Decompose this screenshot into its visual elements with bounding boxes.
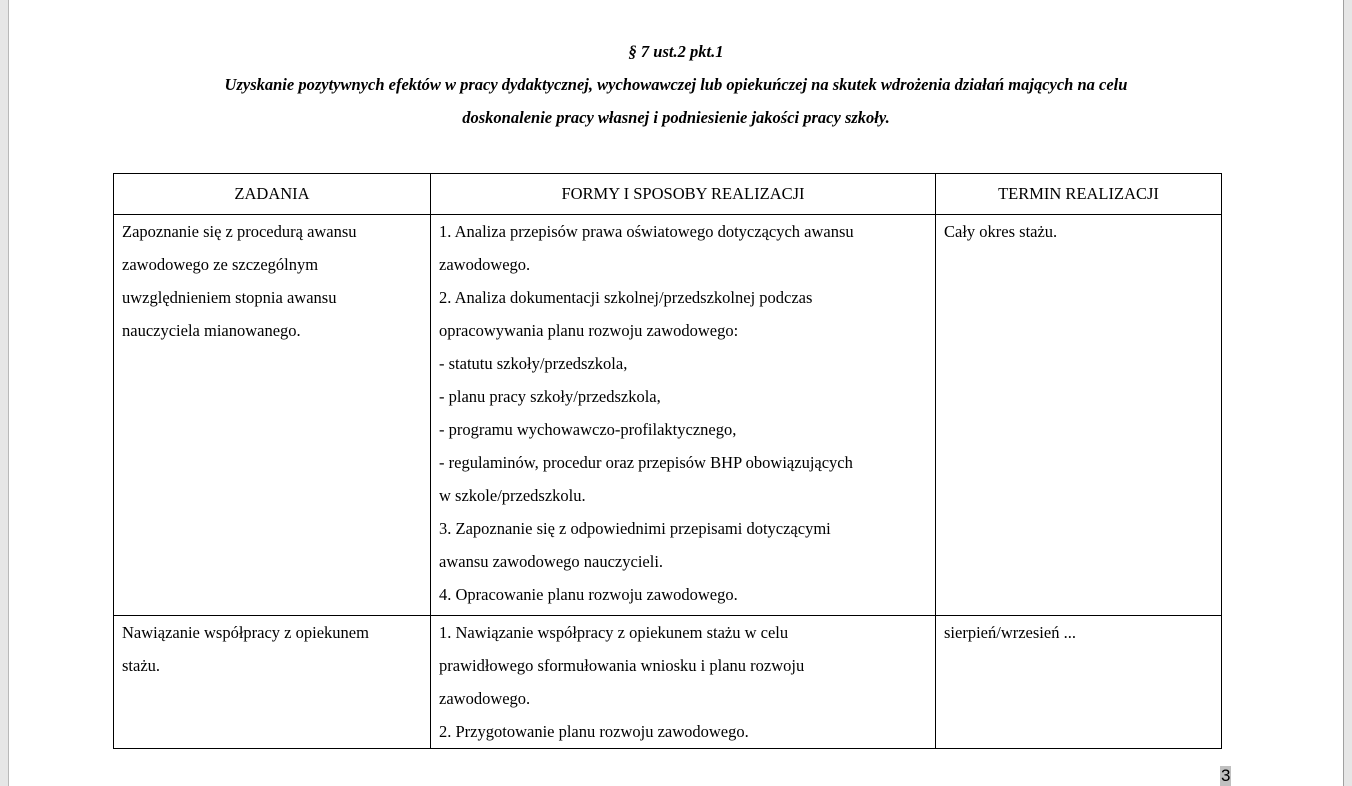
table-row bbox=[114, 215, 1222, 616]
term-text: Cały okres stażu. bbox=[944, 222, 1058, 241]
task-cell bbox=[114, 215, 431, 616]
forms-line: opracowywania planu rozwoju zawodowego: bbox=[439, 321, 739, 340]
term-cell bbox=[936, 616, 1222, 749]
forms-line: prawidłowego sformułowania wniosku i planu rozwoju bbox=[439, 656, 805, 675]
table-header-row bbox=[114, 174, 1222, 215]
header-tasks: ZADANIA bbox=[114, 174, 431, 215]
forms-line: 2. Przygotowanie planu rozwoju zawodowego. bbox=[439, 722, 749, 741]
forms-line: w szkole/przedszkolu. bbox=[439, 486, 586, 505]
forms-line: 1. Nawiązanie współpracy z opiekunem stażu w celu bbox=[439, 623, 789, 642]
forms-line: awansu zawodowego nauczycieli. bbox=[439, 552, 664, 571]
forms-line: zawodowego. bbox=[439, 689, 531, 708]
task-line: uwzględnieniem stopnia awansu bbox=[122, 288, 337, 307]
forms-line: - planu pracy szkoły/przedszkola, bbox=[439, 387, 661, 406]
forms-line: zawodowego. bbox=[439, 255, 531, 274]
header-forms: FORMY I SPOSOBY REALIZACJI bbox=[431, 174, 936, 215]
forms-line: 3. Zapoznanie się z odpowiednimi przepisami dotyczącymi bbox=[439, 519, 831, 538]
forms-cell bbox=[431, 215, 936, 616]
forms-line: - programu wychowawczo-profilaktycznego, bbox=[439, 420, 737, 439]
term-text: sierpień/wrzesień ... bbox=[944, 623, 1076, 642]
section-title-line-2: doskonalenie pracy własnej i podniesienie jakości pracy szkoły. bbox=[462, 108, 890, 127]
plan-table bbox=[113, 173, 1222, 749]
task-line: nauczyciela mianowanego. bbox=[122, 321, 301, 340]
term-cell bbox=[936, 215, 1222, 616]
document-page bbox=[8, 0, 1344, 786]
task-line: zawodowego ze szczególnym bbox=[122, 255, 319, 274]
forms-line: - statutu szkoły/przedszkola, bbox=[439, 354, 628, 373]
header-term: TERMIN REALIZACJI bbox=[936, 174, 1222, 215]
task-line: Nawiązanie współpracy z opiekunem bbox=[122, 623, 369, 642]
task-line: stażu. bbox=[122, 656, 161, 675]
section-paragraph: § 7 ust.2 pkt.1 bbox=[628, 42, 724, 61]
task-line: Zapoznanie się z procedurą awansu bbox=[122, 222, 357, 241]
forms-line: 4. Opracowanie planu rozwoju zawodowego. bbox=[439, 585, 738, 604]
forms-line: 1. Analiza przepisów prawa oświatowego dotyczących awansu bbox=[439, 222, 854, 241]
table-row bbox=[114, 616, 1222, 749]
section-title-line-1: Uzyskanie pozytywnych efektów w pracy dydaktycznej, wychowawczej lub opiekuńczej na skutek wdrożenia działań mających na celu bbox=[224, 75, 1128, 94]
forms-line: - regulaminów, procedur oraz przepisów BHP obowiązujących bbox=[439, 453, 853, 472]
forms-cell bbox=[431, 616, 936, 749]
page-number: 3 bbox=[1221, 766, 1231, 785]
task-cell bbox=[114, 616, 431, 749]
forms-line: 2. Analiza dokumentacji szkolnej/przedszkolnej podczas bbox=[439, 288, 813, 307]
